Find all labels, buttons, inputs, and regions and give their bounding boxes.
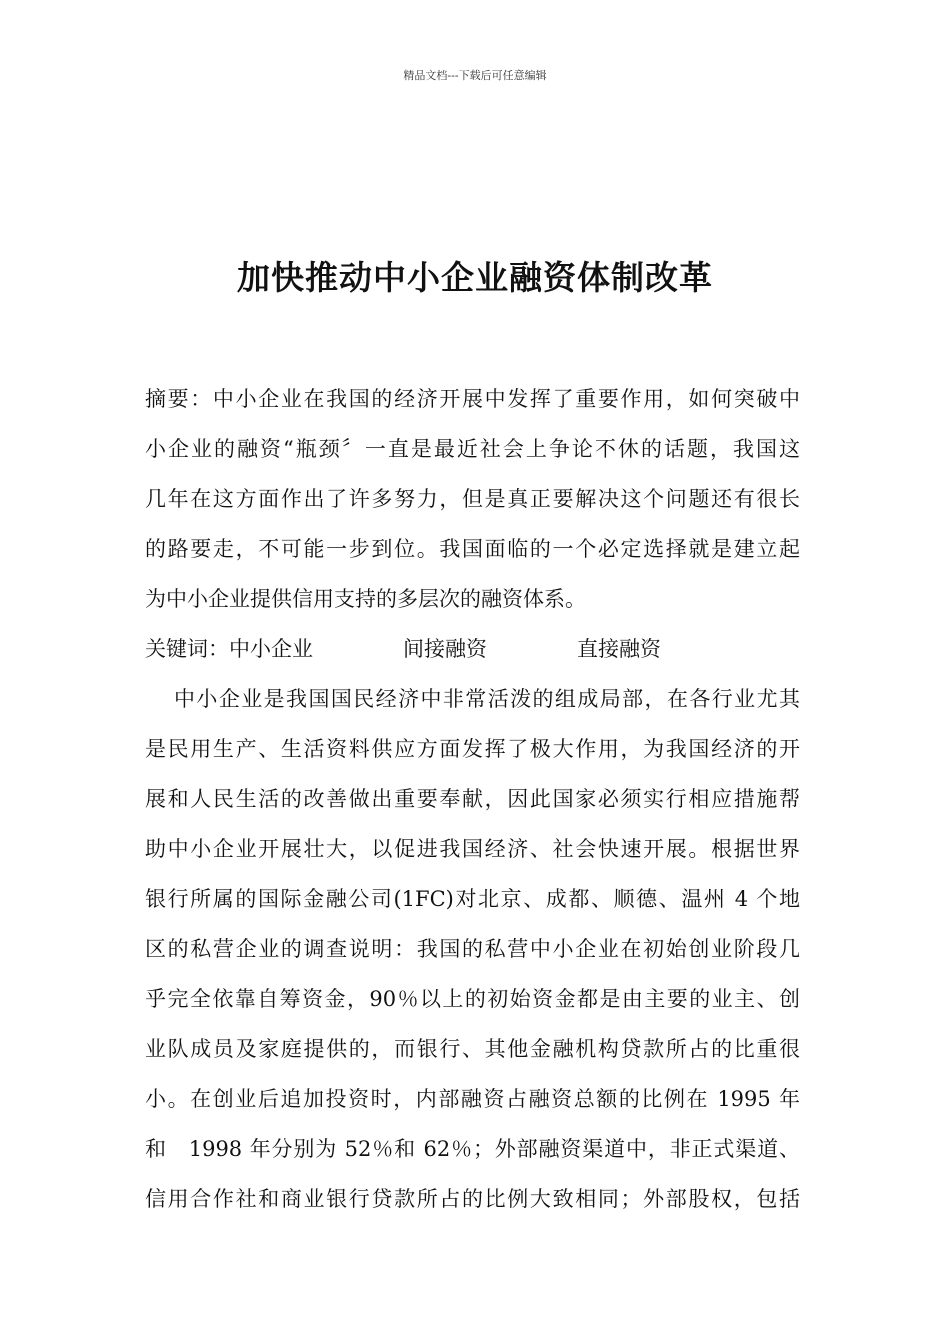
paragraph-line: 助中小企业开展壮大，以促进我国经济、社会快速开展。根据世界 xyxy=(145,837,800,861)
keyword-item: 中小企业 xyxy=(229,637,313,661)
paragraph-line: 信用合作社和商业银行贷款所占的比例大致相同；外部股权，包括 xyxy=(145,1187,800,1211)
paragraph-line: 和 1998 年分别为 52％和 62％；外部融资渠道中，非正式渠道、 xyxy=(145,1137,800,1161)
paragraph-line: 是民用生产、生活资料供应方面发挥了极大作用，为我国经济的开 xyxy=(145,737,800,761)
keywords xyxy=(145,634,800,664)
paragraph-line: 银行所属的国际金融公司(1FC)对北京、成都、顺德、温州 4 个地 xyxy=(145,887,800,911)
paragraph-line: 小。在创业后追加投资时，内部融资占融资总额的比例在 1995 年 xyxy=(145,1087,800,1111)
abstract-line: 摘要：中小企业在我国的经济开展中发挥了重要作用，如何突破中 xyxy=(145,387,800,411)
paragraph-line: 中小企业是我国国民经济中非常活泼的组成局部，在各行业尤其 xyxy=(174,687,800,711)
abstract xyxy=(145,384,800,634)
paragraph-line: 展和人民生活的改善做出重要奉献，因此国家必须实行相应措施帮 xyxy=(145,787,800,811)
abstract-line: 的路要走，不可能一步到位。我国面临的一个必定选择就是建立起 xyxy=(145,537,800,561)
body-paragraph xyxy=(145,684,800,1234)
paragraph-line: 乎完全依靠自筹资金，90％以上的初始资金都是由主要的业主、创 xyxy=(145,987,800,1011)
abstract-line: 为中小企业提供信用支持的多层次的融资体系。 xyxy=(145,587,586,611)
abstract-line: 几年在这方面作出了许多努力，但是真正要解决这个问题还有很长 xyxy=(145,487,800,511)
keywords-label: 关键词： xyxy=(145,637,229,661)
page-header-note: 精品文档---下载后可任意编辑 xyxy=(403,69,547,82)
paragraph-line: 业队成员及家庭提供的，而银行、其他金融机构贷款所占的比重很 xyxy=(145,1037,800,1061)
abstract-line: 小企业的融资“瓶颈〞一直是最近社会上争论不休的话题，我国这 xyxy=(145,437,800,461)
document-title: 加快推动中小企业融资体制改革 xyxy=(237,258,713,297)
keyword-item: 间接融资 xyxy=(403,637,487,661)
keyword-item: 直接融资 xyxy=(577,637,661,661)
paragraph-line: 区的私营企业的调查说明：我国的私营中小企业在初始创业阶段几 xyxy=(145,937,800,961)
